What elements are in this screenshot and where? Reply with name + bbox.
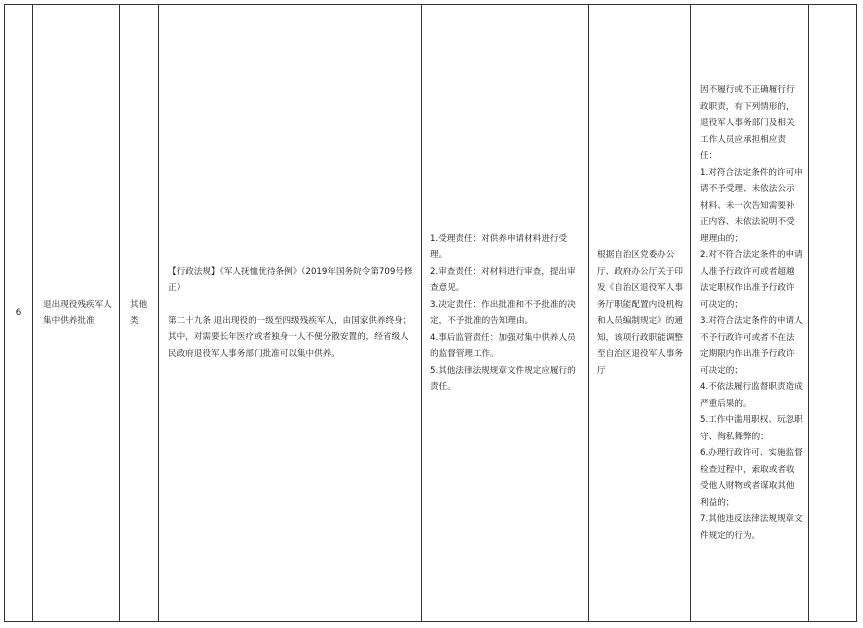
item-name: 退出现役残疾军人集中供养批准 — [43, 299, 112, 326]
accountability-item: 1.对符合法定条件的许可申请不予受理、未依法公示材料、未一次告知需要补正内容、未依法说明不受理理由的； — [700, 167, 803, 244]
item-category: 其他类 — [130, 299, 148, 326]
accountability-item: 6.办理行政许可、实施监督检查过程中，索取或者收受他人财物或者谋取其他利益的； — [700, 448, 803, 508]
authority-list-table — [4, 4, 857, 622]
accountability-cell — [691, 5, 808, 621]
remarks-cell — [809, 5, 857, 621]
accountability-item: 3.对符合法定条件的申请人不予行政许可或者不在法定期限内作出准予行政许可决定的； — [700, 316, 803, 376]
accountability-item: 2.对不符合法定条件的申请人准予行政许可或者超越法定职权作出准予行政许可决定的； — [700, 250, 803, 310]
department-note: 根据自治区党委办公厅、政府办公厅关于印发《自治区退役军人事务厅职能配置内设机构和人员编制规定》的通知，该项行政职能调整至自治区退役军人事务厅 — [597, 250, 683, 376]
accountability-item: 4.不依法履行监督职责造成严重后果的。 — [700, 382, 803, 409]
duty-item: 3.决定责任：作出批准和不予批准的决定，不予批准的告知理由。 — [430, 299, 576, 326]
category-cell — [120, 5, 158, 621]
legal-basis-cell — [159, 5, 421, 621]
duties-cell — [422, 5, 588, 621]
duty-item: 2.审查责任：对材料进行审查，提出审查意见。 — [430, 266, 576, 293]
duty-item: 5.其他法律法规规章文件规定应履行的责任。 — [430, 365, 576, 392]
duty-item: 4.事后监管责任：加强对集中供养人员的监督管理工作。 — [430, 332, 576, 359]
item-name-cell — [33, 5, 119, 621]
accountability-intro: 因不履行或不正确履行行政职责，有下列情形的，退役军人事务部门及相关工作人员应承担相应责任： — [700, 85, 795, 161]
duty-item: 1.受理责任：对供养申请材料进行受理。 — [430, 233, 568, 260]
row-number-cell — [5, 5, 32, 621]
accountability-item: 5.工作中滥用职权、玩忽职守、徇私舞弊的； — [700, 415, 803, 442]
legal-basis-article: 第二十九条 退出现役的一级至四级残疾军人，由国家供养终身；其中，对需要长年医疗或者独身一人不便分散安置的，经省级人民政府退役军人事务部门批准可以集中供养。 — [168, 315, 412, 359]
accountability-item: 7.其他违反法律法规规章文件规定的行为。 — [700, 514, 803, 541]
department-cell — [589, 5, 690, 621]
legal-basis-title: 【行政法规】《军人抚恤优待条例》（2019年国务院令第709号修正） — [168, 266, 413, 294]
row-number: 6 — [15, 307, 22, 318]
